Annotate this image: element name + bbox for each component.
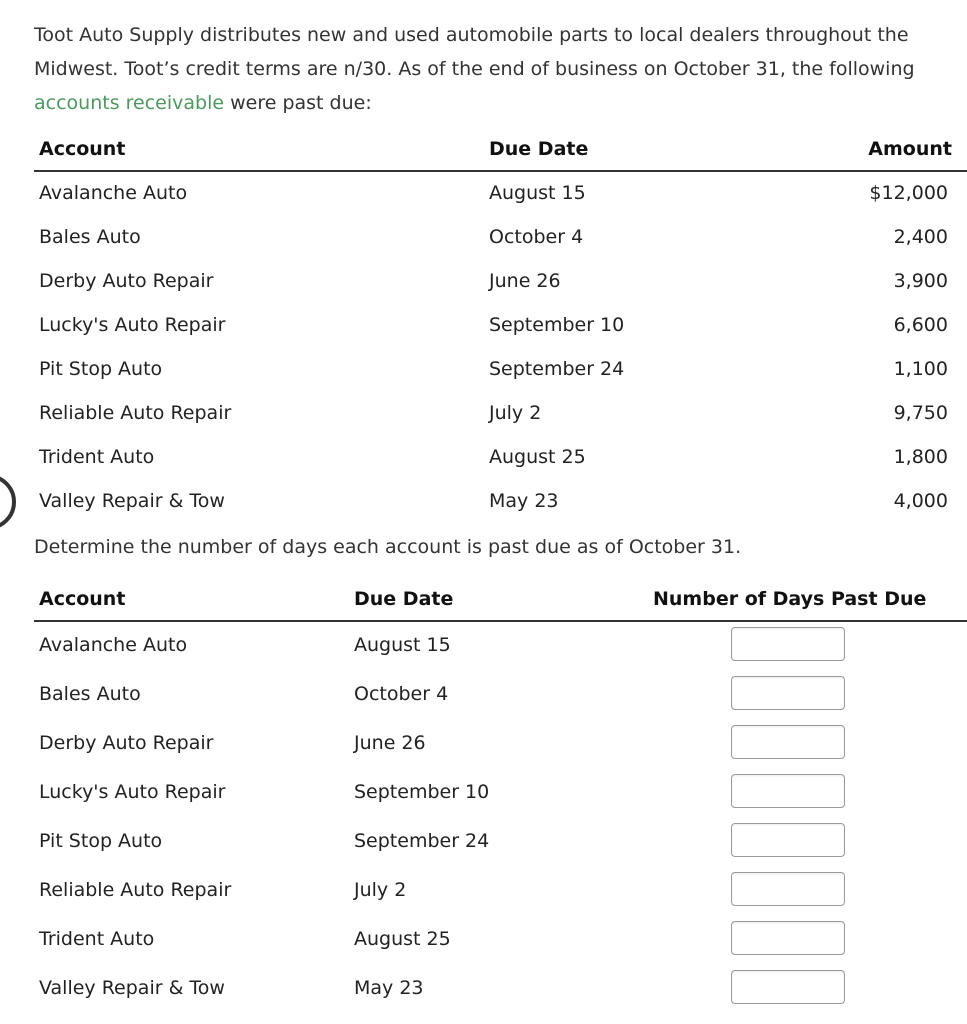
table1-row [34, 216, 967, 260]
amount: 1,100 [893, 358, 948, 380]
amount: 3,900 [893, 270, 948, 292]
table2-row [34, 867, 967, 916]
due-date: June 26 [354, 732, 426, 754]
days-past-due-input[interactable] [731, 627, 845, 661]
days-past-due-input[interactable] [731, 725, 845, 759]
days-past-due-input[interactable] [731, 823, 845, 857]
account-name: Trident Auto [39, 928, 155, 950]
table2-header-due-date: Due Date [354, 588, 454, 610]
account-name: Avalanche Auto [39, 634, 188, 656]
table1-header-amount: Amount [868, 138, 952, 160]
table1-header [34, 130, 967, 172]
amount: $12,000 [869, 182, 948, 204]
intro-text-after: were past due: [224, 92, 372, 114]
due-date: September 24 [489, 358, 625, 380]
table2-row [34, 916, 967, 965]
past-due-accounts-table [34, 130, 967, 524]
account-name: Pit Stop Auto [39, 358, 163, 380]
table1-row [34, 480, 967, 524]
account-name: Valley Repair & Tow [39, 490, 225, 512]
account-name: Bales Auto [39, 226, 141, 248]
due-date: October 4 [489, 226, 584, 248]
days-past-due-input[interactable] [731, 676, 845, 710]
due-date: May 23 [354, 977, 424, 999]
days-past-due-input[interactable] [731, 970, 845, 1004]
due-date: August 15 [489, 182, 586, 204]
days-past-due-table [34, 580, 967, 1014]
table1-header-due-date: Due Date [489, 138, 589, 160]
question-prompt: Determine the number of days each account is past due as of October 31. [34, 536, 742, 558]
account-name: Derby Auto Repair [39, 270, 214, 292]
table2-header-account: Account [39, 588, 126, 610]
amount: 4,000 [893, 490, 948, 512]
account-name: Valley Repair & Tow [39, 977, 225, 999]
table2-row [34, 622, 967, 671]
days-past-due-input[interactable] [731, 921, 845, 955]
due-date: September 10 [354, 781, 490, 803]
intro-text-before: Toot Auto Supply distributes new and used automobile parts to local dealers throughout the Midwest. Toot’s credit terms are n/30. As of the end of business on October 31, the following [34, 24, 915, 80]
amount: 6,600 [893, 314, 948, 336]
amount: 1,800 [893, 446, 948, 468]
account-name: Trident Auto [39, 446, 155, 468]
account-name: Lucky's Auto Repair [39, 314, 226, 336]
due-date: August 15 [354, 634, 451, 656]
table1-row [34, 260, 967, 304]
table1-row [34, 392, 967, 436]
days-past-due-input[interactable] [731, 872, 845, 906]
account-name: Reliable Auto Repair [39, 402, 232, 424]
table1-row [34, 172, 967, 216]
table1-row [34, 304, 967, 348]
table2-row [34, 965, 967, 1014]
table2-row [34, 769, 967, 818]
due-date: July 2 [489, 402, 542, 424]
account-name: Pit Stop Auto [39, 830, 163, 852]
account-name: Reliable Auto Repair [39, 879, 232, 901]
problem-intro [34, 18, 959, 120]
account-name: Avalanche Auto [39, 182, 188, 204]
accounts-receivable-link[interactable]: accounts receivable [34, 92, 225, 114]
table2-header [34, 580, 967, 622]
due-date: September 10 [489, 314, 625, 336]
table1-row [34, 436, 967, 480]
days-past-due-input[interactable] [731, 774, 845, 808]
table2-row [34, 818, 967, 867]
due-date: August 25 [489, 446, 586, 468]
due-date: September 24 [354, 830, 490, 852]
due-date: May 23 [489, 490, 559, 512]
due-date: October 4 [354, 683, 449, 705]
due-date: July 2 [354, 879, 407, 901]
table1-header-account: Account [39, 138, 126, 160]
due-date: August 25 [354, 928, 451, 950]
amount: 9,750 [893, 402, 948, 424]
table2-row [34, 671, 967, 720]
focus-ring-decoration [0, 474, 16, 530]
table1-row [34, 348, 967, 392]
account-name: Bales Auto [39, 683, 141, 705]
account-name: Lucky's Auto Repair [39, 781, 226, 803]
due-date: June 26 [489, 270, 561, 292]
amount: 2,400 [893, 226, 948, 248]
table2-row [34, 720, 967, 769]
account-name: Derby Auto Repair [39, 732, 214, 754]
table2-header-days-past-due: Number of Days Past Due [653, 588, 927, 610]
